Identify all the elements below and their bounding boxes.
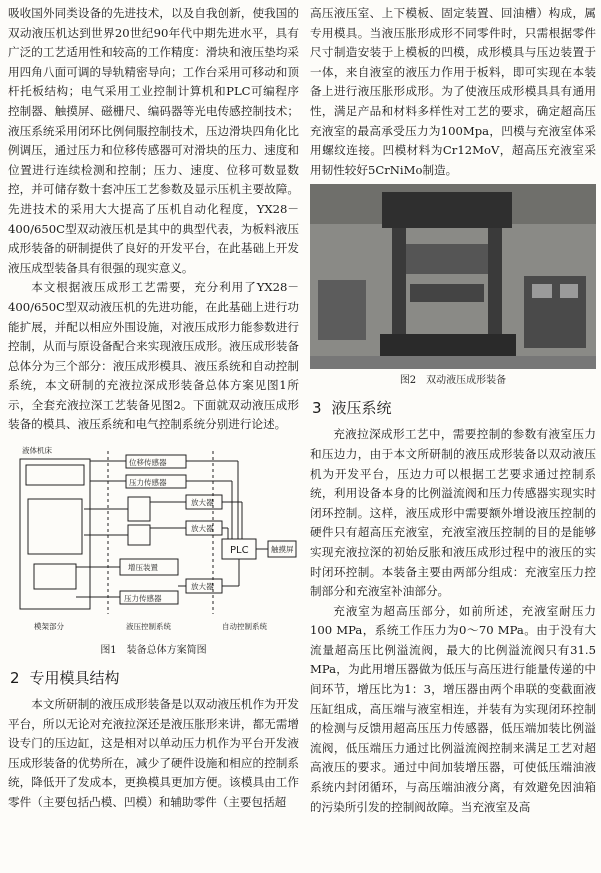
- right-paragraph-3: 充液室为超高压部分，如前所述，充液室耐压力100 MPa，系统工作压力为0～70 MPa。由于没有大流量超高压比例溢流阀，最大的比例溢流阀只有31.5 MPa，为此用增压器做为低压与高压进行能量传递的中间环节，增压比为1：3，增压器由两个串联的变截面液压缸组成，高压端与液室相连，并装有为实现闭环控制的检测与反馈用超高压压力传感器，低压端加装比例溢流阀，低压端压力通过比例溢流阀控制来满足工艺对超高液压的要求。通过中间加装增压器，可使低压端油液系统内封闭循环，与高压端油液分离，有效避免因油箱的污染所引发的控制阀故障。当充液室及高: [310, 603, 596, 814]
- fig1-label-mold: 模架部分: [34, 622, 64, 632]
- fig1-label-hyd: 液压控制系统: [126, 622, 171, 632]
- fig1-label-pressure-sensor-top: 压力传感器: [129, 478, 167, 488]
- left-paragraph-1: 吸收国外同类设备的先进技术，以及自我创新，使我国的双动液压机达到世界20世纪90年代中期先进水平，具有广泛的工艺适用性和较高的工作精度：滑块和液压垫均采用四角八面可调的导轨精密导向；工作台采用可移动和顶杆托板结构；电气采用工业控制计算机和PLC可编程序控制器、触摸屏、磁栅尺、编码器等光电传感控制技术；液压系统采用闭环比例伺服控制技术，压边滑块四角化比例调压，通过压力和位移传感器可对滑块的压力、速度和位置进行连续检测和控制；压力、速度、位移可数显数控，并可储存数十套冲压工艺参数及显示压机主要故障。先进技术的采用大大提高了压机自动化程度，YX28－400/650C型双动液压机是其中的典型代表，为板料液压成形装备的研制提供了良好的开发平台，在此基础上开发液压成型装备具有很强的现实意义。: [8, 6, 299, 275]
- fig1-label-pressure-sensor-bot: 压力传感器: [124, 594, 162, 604]
- left-paragraph-3: 本文所研制的液压成形装备是以双动液压机作为开发平台，所以无论对充液拉深还是液压胀形来讲，都无需增设专门的压边缸，这是相对以单动压力机作为平台开发液压成形装备的优势所在，减少了硬件设施和相应的控制系统，降低开了发成本，更换模具更加方便。该模具由工作零件（主要包括凸模、凹模）和辅助零件（主要包括超: [8, 697, 299, 810]
- fig1-label-pos-sensor: 位移传感器: [129, 458, 167, 468]
- right-column: [310, 4, 596, 817]
- fig1-label-amp-1: 放大器: [191, 498, 214, 508]
- section-3-number: 3: [312, 399, 322, 418]
- left-paragraph-2: 本文根据液压成形工艺需要，充分利用了YX28－400/650C型双动液压机的先进功能，在此基础上进行功能扩展，并配以相应外围设施，对液压成形力能参数进行控制，从而与原设备配合来实现液压成形。液压成形装备总体分为三个部分：液压成形模具、液压系统和自动控制系统，本文研制的充液拉深成形装备总体方案见图1所示，全套充液拉深工艺装备见图2。下面就双动液压成形装备的模具、液压系统和电气控制系统分别进行论述。: [8, 280, 299, 432]
- figure-2-photo: [310, 184, 596, 369]
- fig1-label-amp-3: 放大器: [191, 582, 214, 592]
- right-paragraph-2: 充液拉深成形工艺中，需要控制的参数有液室压力和压边力，由于本文所研制的液压成形装备以双动液压机为开发平台，压边力可以根据工艺要求通过控制系统，利用设备本身的比例溢流阀和压力传感器实现实时闭环控制。这样，液压成形中需要额外增设液压控制的硬件只有超高压充液室，充液室液压控制的目的是能够实现充液拉深的初始反胀和液压成形过程中的液压的实时闭环控制。本装备主要由两部分组成：充液室压力控制部分和充液室补油部分。: [310, 427, 596, 599]
- section-3-heading: [312, 397, 596, 419]
- fig1-label-top: 液体机床: [22, 446, 52, 456]
- fig1-label-touch: 触摸屏: [271, 545, 294, 555]
- right-paragraph-1: 高压液压室、上下模板、固定装置、回油槽）构成，属专用模具。当液压胀形成形不同零件时，只需根据零件尺寸制造安装于上模板的凹模，成形模具与压边装置于一体，来自液室的液压力作用于板料，即可实现在本装备上进行液压胀形成形。为了使液压成形模具具有通用性，满足产品和材料多样性对工艺的要求，确定超高压充液室的最高承受压力为100Mpa，凹模与充液室体采用螺纹连接。凹模材料为Cr12MoV，超高压充液室采用韧性较好5CrNiMo制造。: [310, 6, 596, 177]
- fig1-label-auto: 自动控制系统: [222, 622, 267, 632]
- section-3-title: 液压系统: [331, 399, 392, 418]
- figure-2-caption: 图2 双动液压成形装备: [399, 375, 507, 387]
- fig1-label-plc: PLC: [230, 545, 249, 557]
- figure-1-diagram: [8, 439, 299, 639]
- figure-1-caption: 图1 装备总体方案简图: [100, 645, 207, 657]
- section-2-number: 2: [10, 669, 20, 688]
- section-2-heading: [10, 667, 299, 689]
- fig1-label-amp-2: 放大器: [191, 524, 214, 534]
- left-column: [8, 4, 299, 813]
- fig1-label-booster: 增压装置: [128, 563, 158, 573]
- section-2-title: 专用模具结构: [29, 669, 120, 688]
